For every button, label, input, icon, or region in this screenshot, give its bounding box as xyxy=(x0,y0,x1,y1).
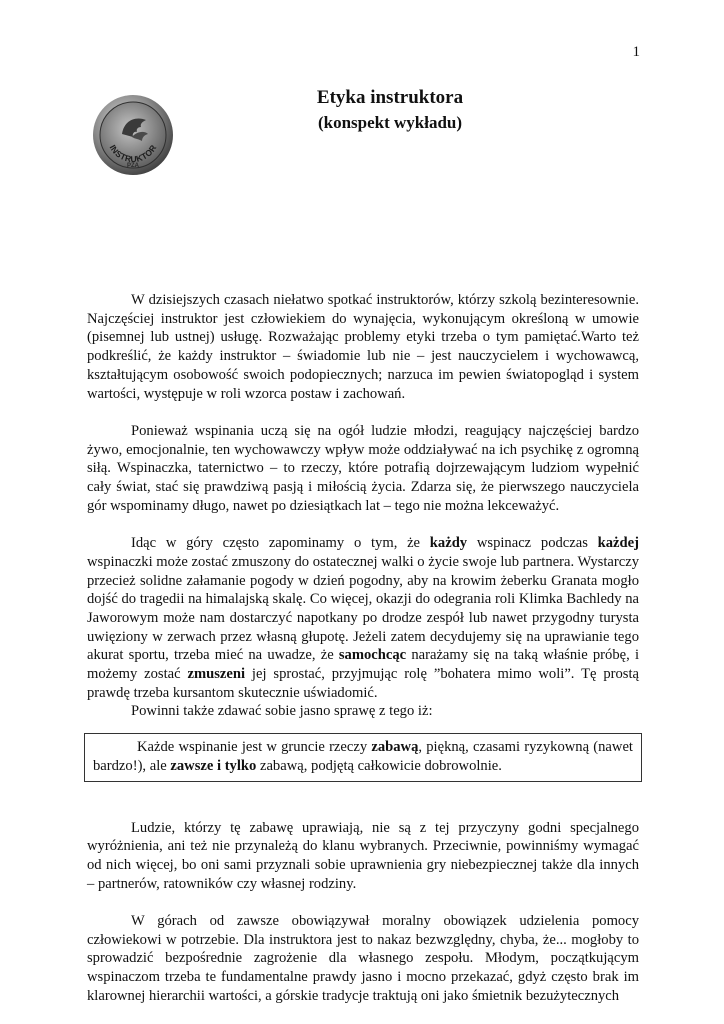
paragraph-5: Ludzie, którzy tę zabawę uprawiają, nie są z tej przyczyny godni specjalnego wyróżnienia, ani też nie przynależą do klanu wybranych. Przeciwnie, powinniśmy wymagać od nich więcej, bo oni sami przyznali sobie uprawnienia gry niebezpiecznej także dla innych – partnerów, ratowników czy własnej rodziny. xyxy=(87,819,639,892)
document-title: Etyka instruktora xyxy=(316,87,464,108)
instructor-badge-logo xyxy=(92,94,174,176)
svg-text:PZA: PZA xyxy=(127,163,139,169)
paragraph-2: Ponieważ wspinania uczą się na ogół ludzie młodzi, reagujący najczęściej bardzo żywo, emocjonalnie, ten wychowawczy wpływ może oddziaływać na ich psychikę z ogromną siłą. Wspinaczka, taternictwo – to rzeczy, które potrafią dojrzewającym ludziom wypełnić cały świat, stać się prawdziwą pasją i miłością życia. Zdarza się, że pierwszego nauczyciela gór wspominamy długo, nawet po dziesiątkach lat – tego nie można lekceważyć. xyxy=(87,422,639,514)
page-number: 1 xyxy=(632,44,640,60)
paragraph-1: W dzisiejszych czasach niełatwo spotkać instruktorów, którzy szkolą bezinteresownie. Najczęściej instruktor jest człowiekiem do wynajęcia, wykonującym określoną w umowie (pisemnej lub ustnej) usługę. Rozważając problemy etyki trzeba o tym pamiętać.Warto też podkreślić, że każdy instruktor – świadomie lub nie – jest nauczycielem i wychowawcą, kształtującym osobowość swoich podopiecznych; narzuca im pewien światopogląd i system wartości, występuje w roli wzorca postaw i zachowań. xyxy=(87,292,639,402)
paragraph-4: Powinni także zdawać sobie jasno sprawę z tego iż: xyxy=(131,703,433,720)
paragraph-3: Idąc w góry często zapominamy o tym, że każdy wspinacz podczas każdej wspinaczki może zostać zmuszony do ostatecznej walki o życie swoje lub partnera. Wystarczy przecież solidne załamanie pogody w dzień pogodny, aby na krowim żeberku Granata mogło dojść do tragedii na himalajską skalę. Co więcej, okazji do odegrania roli Klimka Bachledy na Jaworowym może nam dostarczyć napotkany po drodze zespół lub nawet przygodny turysta uwięziony w zerwach przez własną głupotę. Jeżeli zatem decydujemy się na uprawianie tego akurat sportu, trzeba mieć na uwadze, że samochcąc narażamy się na taką właśnie próbę, i możemy zostać zmuszeni jej sprostać, przyjmując rolę ”bohatera mimo woli”. Tę prostą prawdę trzeba kursantom skutecznie uświadomić. xyxy=(87,535,640,701)
paragraph-6: W górach od zawsze obowiązywał moralny obowiązek udzielenia pomocy człowiekowi w potrzebie. Dla instruktora jest to nakaz bezwzględny, chyba, że... mogłoby to sprowadzić bezpośrednie zagrożenie dla własnego zespołu. Młodym, początkującym wspinaczom trzeba te fundamentalne prawdy jasno i mocno przekazać, gdyż często brak im klarownej hierarchii wartości, a górskie tradycje traktują oni jako śmietnik bezużytecznych xyxy=(87,913,639,1004)
svg-text:INSTRUKTOR: INSTRUKTOR xyxy=(107,142,159,165)
highlight-box: Każde wspinanie jest w gruncie rzeczy zabawą, piękną, czasami ryzykowną (nawet bardzo!), ale zawsze i tylko zabawą, podjętą całkowicie dobrowolnie. xyxy=(84,733,642,781)
document-body xyxy=(87,291,639,1024)
document-subtitle: (konspekt wykładu) xyxy=(317,113,463,132)
